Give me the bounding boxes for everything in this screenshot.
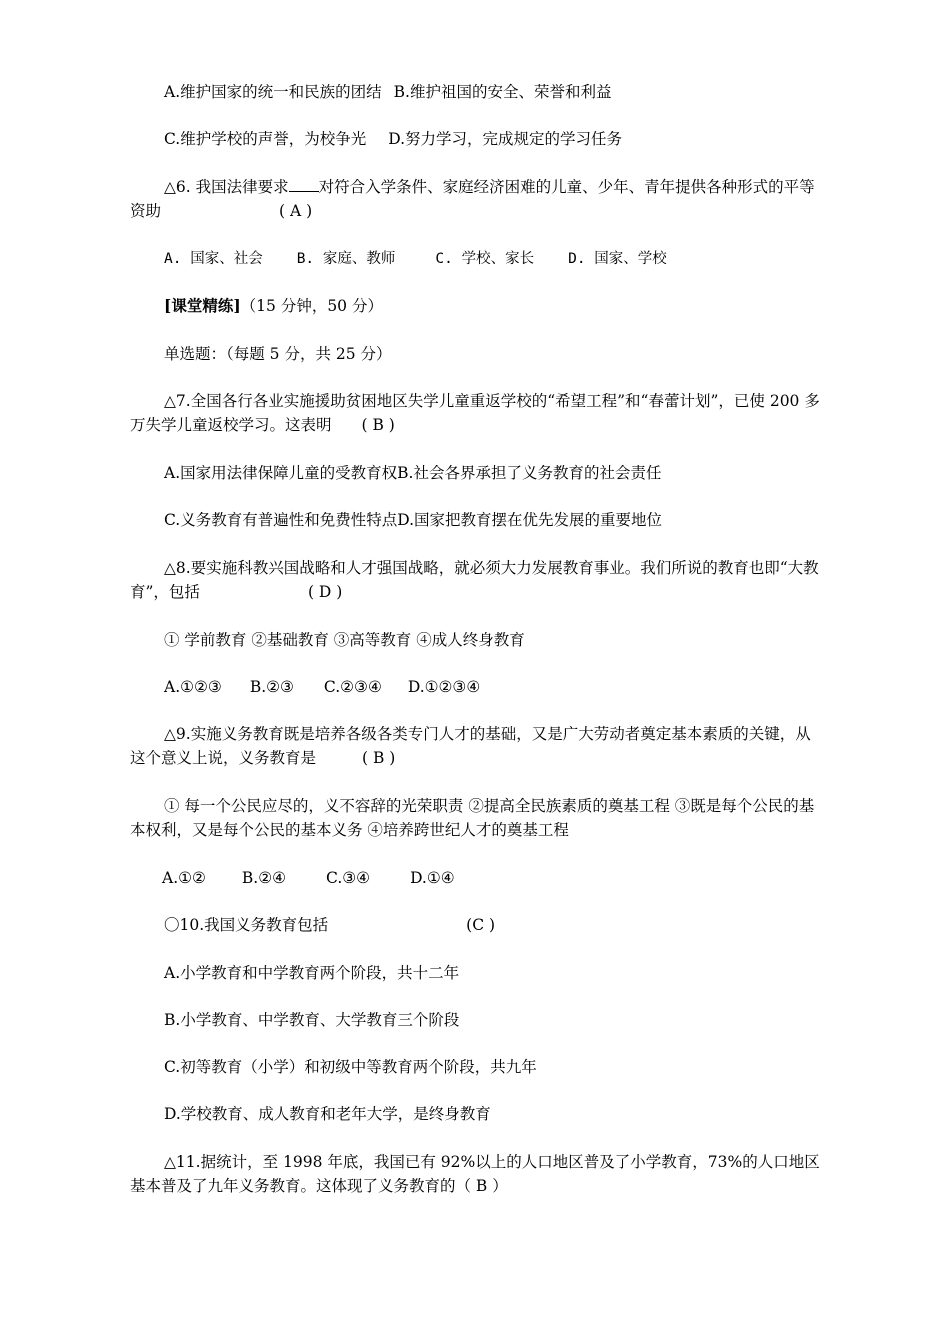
- section-subtitle: 单选题：（每题 5 分，共 25 分）: [164, 345, 392, 363]
- q8-option-a: A.①②③: [164, 678, 222, 696]
- q9-stem: [130, 722, 822, 770]
- q9-stem-text: △9.实施义务教育既是培养各级各类专门人才的基础，又是广大劳动者奠定基本素质的关键，从这个意义上说，义务教育是: [130, 725, 811, 767]
- q8-option-d: D.①②③④: [407, 678, 481, 696]
- q8-option-c: C.②③④: [323, 678, 382, 696]
- q6-blank: [289, 177, 319, 192]
- q5-option-c: C.维护学校的声誉，为校争光: [164, 130, 367, 148]
- q5-options-row-1: [130, 80, 856, 104]
- q6-options: [130, 247, 856, 271]
- q9-answer: ( B ): [362, 749, 396, 767]
- q10-stem-text: 〇10.我国义务教育包括: [164, 916, 329, 934]
- q7-options-row-1: [130, 461, 856, 485]
- q5-option-b: B.维护祖国的安全、荣誉和利益: [393, 83, 612, 101]
- q11-stem: △11.据统计，至 1998 年底，我国已有 92%以上的人口地区普及了小学教育，73%的人口地区基本普及了九年义务教育。这体现了义务教育的（ B ）: [130, 1153, 820, 1195]
- q6-answer: ( A ): [279, 202, 313, 220]
- q8-stem: [130, 556, 822, 604]
- q6-option-d: D. 国家、学校: [568, 251, 667, 267]
- section-title: [课堂精练]: [164, 296, 241, 315]
- q7-answer: ( B ): [361, 416, 395, 434]
- q9-options: [130, 866, 854, 890]
- q8-options: [130, 675, 856, 699]
- q6-option-a: A. 国家、社会: [164, 251, 263, 267]
- q10-stem: [130, 913, 856, 937]
- q8-option-b: B.②③: [249, 678, 294, 696]
- q10-option-a: A.小学教育和中学教育两个阶段，共十二年: [164, 964, 460, 982]
- q7-option-a: A.国家用法律保障儿童的受教育权: [164, 464, 398, 482]
- q5-options-row-2: [130, 127, 856, 151]
- q7-option-c: C.义务教育有普遍性和免费性特点: [164, 511, 398, 529]
- q7-stem: [130, 389, 822, 437]
- q9-option-b: B.②④: [241, 869, 287, 887]
- q7-options-row-2: [130, 508, 856, 532]
- q5-option-a: A.维护国家的统一和民族的团结: [164, 83, 382, 101]
- q7-option-b: B.社会各界承担了义务教育的社会责任: [397, 464, 662, 482]
- q10-option-b: B.小学教育、中学教育、大学教育三个阶段: [164, 1011, 460, 1029]
- q8-answer: ( D ): [307, 583, 343, 601]
- q10-option-d: D.学校教育、成人教育和老年大学，是终身教育: [164, 1105, 491, 1123]
- q6-option-b: B. 家庭、教师: [296, 251, 396, 267]
- q9-option-c: C.③④: [326, 869, 371, 887]
- q8-items: ① 学前教育 ②基础教育 ③高等教育 ④成人终身教育: [164, 631, 525, 649]
- q5-option-d: D.努力学习，完成规定的学习任务: [388, 130, 623, 148]
- q10-option-c: C.初等教育（小学）和初级中等教育两个阶段，共九年: [164, 1058, 537, 1076]
- q6-stem: [130, 175, 822, 223]
- q6-stem-rest: 对符合入学条件、家庭经济困难的儿童、少年、青年提供各种形式的平等资助: [130, 178, 815, 220]
- q9-option-a: A.①②: [162, 869, 206, 887]
- q6-option-c: C. 学校、家长: [435, 251, 535, 267]
- section-meta: （15 分钟，50 分）: [240, 297, 383, 315]
- q9-option-d: D.①④: [410, 869, 455, 887]
- q7-stem-text: △7.全国各行各业实施援助贫困地区失学儿童重返学校的“希望工程”和“春蕾计划”，已使 200 多万失学儿童返校学习。这表明: [130, 392, 820, 434]
- q9-items: ① 每一个公民应尽的，义不容辞的光荣职责 ②提高全民族素质的奠基工程 ③既是每个公民的基本权利，又是每个公民的基本义务 ④培养跨世纪人才的奠基工程: [130, 797, 815, 839]
- section-heading: [130, 294, 856, 318]
- q8-stem-text: △8.要实施科教兴国战略和人才强国战略，就必须大力发展教育事业。我们所说的教育也即“大教育”，包括: [130, 559, 819, 601]
- q10-answer: (C ): [466, 916, 496, 934]
- q6-stem-prefix: △6. 我国法律要求: [164, 178, 289, 196]
- q7-option-d: D.国家把教育摆在优先发展的重要地位: [397, 511, 663, 529]
